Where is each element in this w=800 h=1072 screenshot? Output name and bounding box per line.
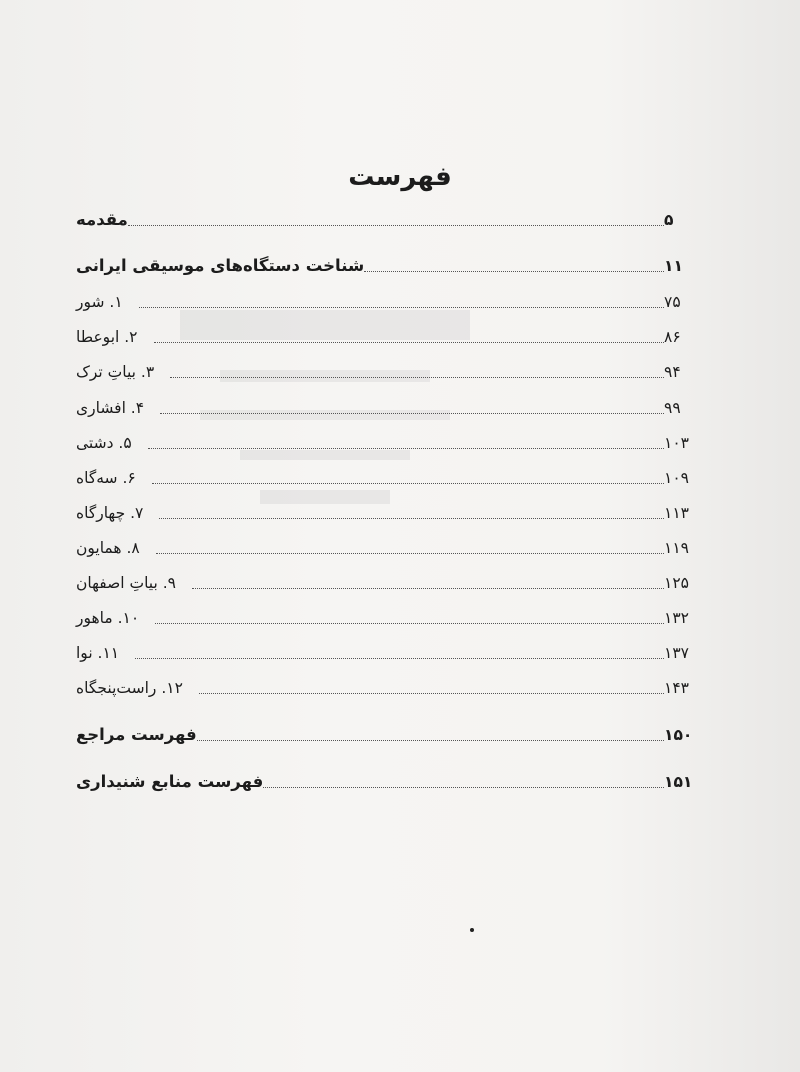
toc-entry-abu-ata[interactable] [70, 317, 702, 347]
toc-entry-rast-panjgah[interactable] [70, 668, 702, 698]
dot-leader [154, 341, 665, 343]
toc-entry-mahur[interactable] [70, 598, 702, 628]
dot-leader [156, 552, 664, 554]
toc-entry-page: ۱۰۹ [664, 469, 689, 487]
toc-entry-audio-sources[interactable] [70, 762, 702, 792]
toc-entry-label: شناخت دستگاه‌های موسیقی ایرانی [76, 256, 365, 275]
toc-entry-chahargah[interactable] [70, 493, 702, 523]
toc-entry-label: ۸. همایون [76, 539, 140, 557]
toc-entry-page: ۹۴ [664, 363, 681, 381]
dot-leader [135, 657, 664, 659]
toc-entry-page: ۱۳۲ [664, 609, 689, 627]
toc-entry-label: ۲. ابوعطا [76, 328, 138, 346]
toc-entry-bayat-tork[interactable] [70, 352, 702, 382]
toc-entry-label: ۱. شور [76, 293, 123, 311]
page-title: فهرست [348, 162, 452, 192]
toc-entry-label: ۱۱. نوا [76, 644, 120, 662]
toc-entry-intro[interactable] [70, 200, 702, 230]
toc-entry-page: ۸۶ [664, 328, 681, 346]
toc-entry-references[interactable] [70, 715, 702, 745]
toc-entry-page: ۱۱۳ [664, 504, 689, 522]
dot-leader [148, 447, 664, 449]
toc-entry-nava[interactable] [70, 633, 702, 663]
dot-leader [159, 517, 664, 519]
toc-entry-page: ۱۲۵ [664, 574, 689, 592]
dot-leader [139, 306, 664, 308]
toc-entry-page: ۱۰۳ [664, 434, 689, 452]
toc-entry-label: ۳. بیاتِ ترک [76, 363, 155, 381]
dot-leader [197, 739, 664, 741]
ink-speck [470, 928, 474, 932]
toc-entry-label: ۹. بیاتِ اصفهان [76, 574, 176, 592]
toc-entry-page: ۱۳۷ [664, 644, 689, 662]
toc-entry-page: ۱۵۰ [664, 726, 693, 744]
toc-entry-section[interactable] [70, 246, 702, 276]
dot-leader [170, 376, 664, 378]
dot-leader [128, 224, 664, 226]
toc-entry-page: ۷۵ [664, 293, 681, 311]
toc-entry-page: ۱۱۹ [664, 539, 689, 557]
toc-entry-label: ۱۰. ماهور [76, 609, 140, 627]
toc-entry-label: ۶. سه‌گاه [76, 469, 136, 487]
toc-entry-dashti[interactable] [70, 423, 702, 453]
dot-leader [155, 622, 664, 624]
toc-entry-segah[interactable] [70, 458, 702, 488]
toc-entry-homayun[interactable] [70, 528, 702, 558]
toc-entry-shur[interactable] [70, 282, 702, 312]
dot-leader [263, 786, 664, 788]
toc-entry-afshari[interactable] [70, 388, 702, 418]
toc-entry-page: ۹۹ [664, 399, 681, 417]
dot-leader [199, 692, 664, 694]
toc-entry-label: فهرست منابع شنیداری [76, 772, 264, 791]
toc-entry-label: مقدمه [76, 210, 128, 229]
dot-leader [152, 482, 664, 484]
toc-entry-page: ۵ [664, 211, 674, 229]
toc-entry-label: ۷. چهارگاه [76, 504, 144, 522]
toc-entry-bayat-esfahan[interactable] [70, 563, 702, 593]
toc-entry-page: ۱۴۳ [664, 679, 689, 697]
dot-leader [160, 412, 664, 414]
toc-entry-label: ۴. افشاری [76, 399, 145, 417]
toc-entry-page: ۱۵۱ [664, 773, 693, 791]
toc-entry-label: ۱۲. راست‌پنجگاه [76, 679, 183, 697]
dot-leader [364, 270, 664, 272]
toc-entry-label: ۵. دشتی [76, 434, 132, 452]
dot-leader [192, 587, 664, 589]
toc-entry-label: فهرست مراجع [76, 725, 197, 744]
toc-entry-page: ۱۱ [664, 257, 683, 275]
